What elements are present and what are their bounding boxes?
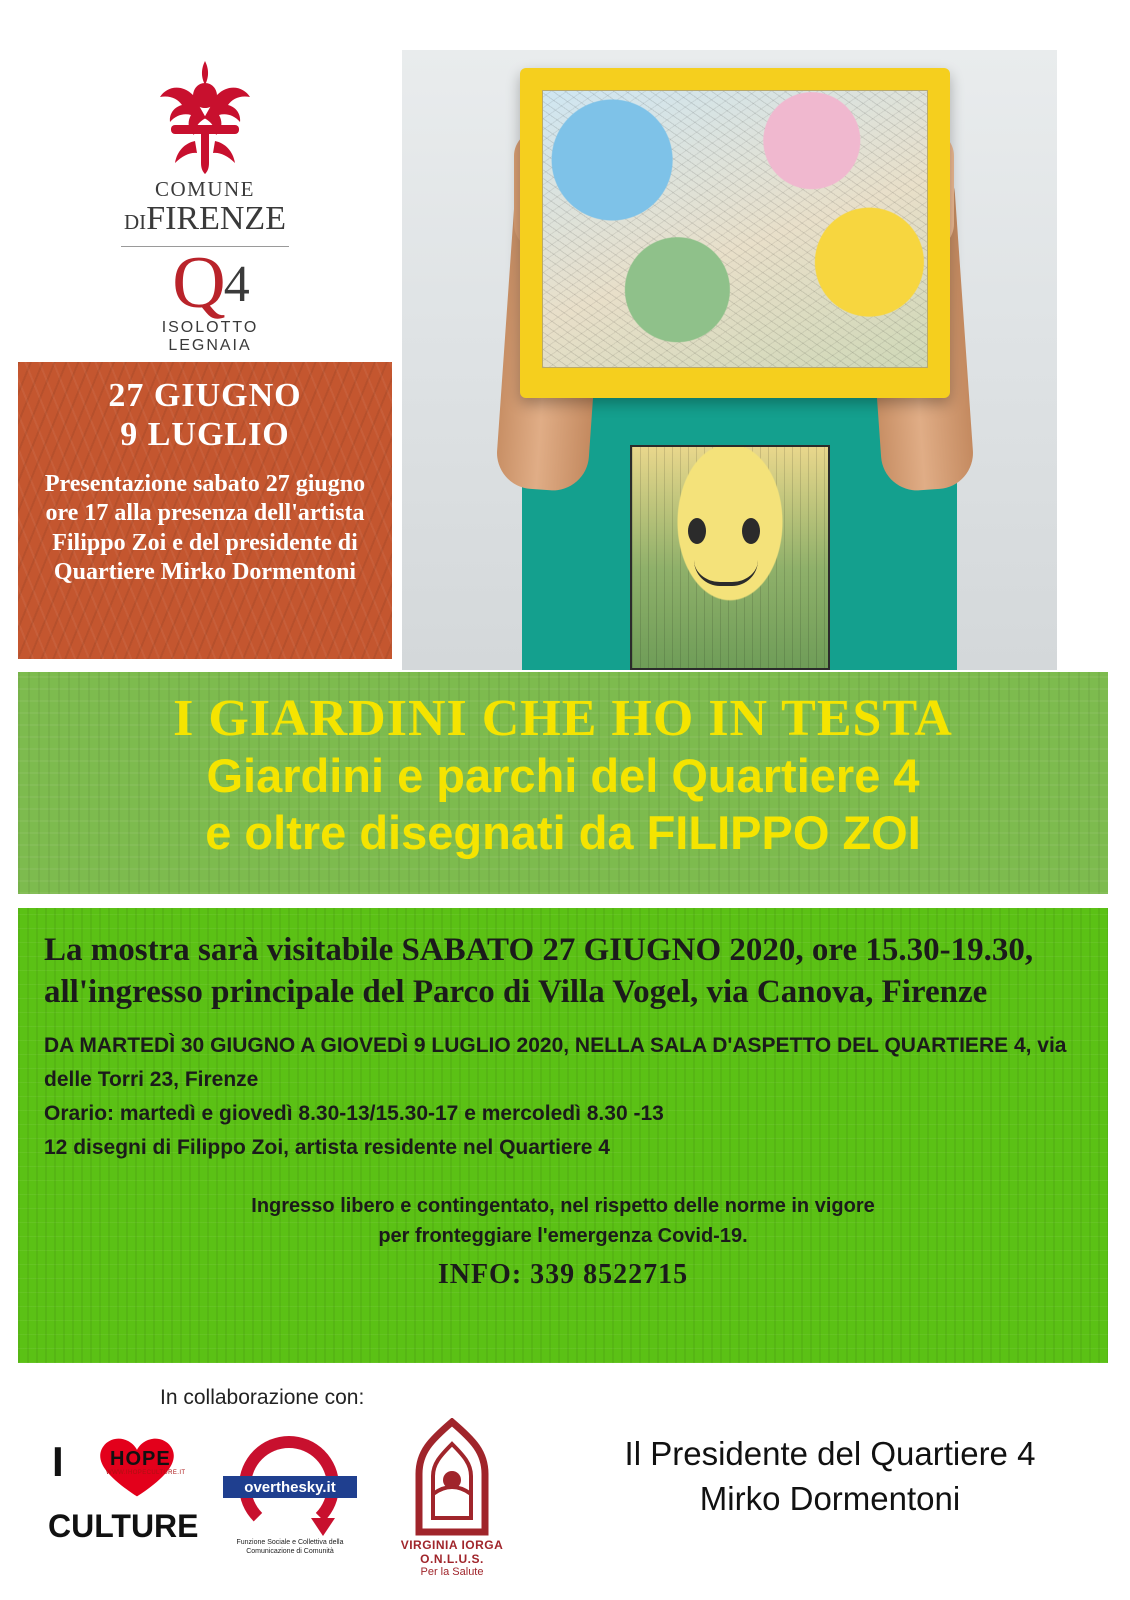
comune-di-firenze-logo [110, 55, 300, 247]
q4-number: 4 [223, 256, 248, 313]
info-footer-line-2: per fronteggiare l'emergenza Covid-19. [378, 1225, 748, 1248]
left-column [0, 0, 400, 670]
tshirt-print [630, 445, 830, 670]
title-main: I GIARDINI CHE HO IN TESTA [173, 690, 953, 747]
title-band [18, 672, 1108, 894]
president-name: Mirko Dormentoni [699, 1479, 961, 1517]
arrow-icon [311, 1518, 335, 1536]
comune-line1: COMUNE [154, 177, 255, 201]
date-description: Presentazione sabato 27 giugno ore 17 alla presenza dell'artista Filippo Zoi e del presidente di Quartiere Mirko Dormentoni [44, 471, 366, 585]
info-block [18, 908, 1108, 1363]
comune-line2-main: FIRENZE [146, 200, 286, 237]
artist-photo [402, 50, 1057, 670]
q4-subtitle: ISOLOTTO LEGNAIA [161, 318, 259, 354]
info-body-line-3: 12 disegni di Filippo Zoi, artista residente nel Quartiere 4 [44, 1136, 610, 1160]
quartiere-4-logo [120, 242, 300, 355]
overthesky-name: overthesky.it [223, 1476, 357, 1498]
info-body [44, 1029, 1082, 1165]
virginia-subtitle: Per la Salute [420, 1566, 484, 1578]
title-subtitle-1: Giardini e parchi del Quartiere 4 [206, 749, 920, 803]
info-body-line-1: DA MARTEDÌ 30 GIUGNO A GIOVEDÌ 9 LUGLIO 2020, NELLA SALA D'ASPETTO DEL QUARTIERE 4, via delle Torri 23, Firenze [44, 1034, 1067, 1092]
hope-word: HOPE [110, 1448, 171, 1470]
overthesky-caption: Funzione Sociale e Collettiva della Comunicazione di Comunità [236, 1539, 344, 1556]
info-footer-line-1: Ingresso libero e contingentato, nel rispetto delle norme in vigore [251, 1195, 875, 1218]
info-footer [44, 1191, 1082, 1251]
tshirt-print-eye-right [742, 518, 760, 544]
hope-url: WWW.IHOPECULTURE.IT [106, 1470, 186, 1476]
info-headline: La mostra sarà visitabile SABATO 27 GIUGNO 2020, ore 15.30-19.30, all'ingresso principale del Parco di Villa Vogel, via Canova, Firenze [44, 932, 1034, 1010]
q4-mark [120, 242, 300, 324]
date-line-2: 9 LUGLIO [120, 416, 290, 454]
q4-letter: Q [172, 242, 224, 324]
hope-letter-i: I [52, 1438, 64, 1485]
yellow-picture-frame [520, 68, 950, 398]
tshirt-print-eye-left [688, 518, 706, 544]
culture-word: CULTURE [48, 1508, 199, 1544]
date-line-1: 27 GIUGNO [108, 377, 302, 414]
i-hope-culture-logo [48, 1430, 199, 1560]
virginia-name: VIRGINIA IORGA O.N.L.U.S. [400, 1538, 504, 1566]
comune-line2-small: DI [124, 210, 147, 234]
title-subtitle-2: e oltre disegnati da FILIPPO ZOI [205, 805, 921, 859]
artwork-drawing [542, 90, 928, 368]
date-box [18, 362, 392, 659]
president-signature [560, 1432, 1100, 1521]
virginia-mark-icon [397, 1418, 507, 1536]
virginia-iorga-logo [372, 1418, 532, 1578]
giglio-fiorentino-icon [145, 55, 265, 175]
collaboration-label: In collaborazione con: [160, 1386, 365, 1409]
overthesky-logo [215, 1430, 365, 1565]
president-title: Il Presidente del Quartiere 4 [624, 1435, 1036, 1472]
comune-line2 [110, 202, 300, 236]
info-phone: INFO: 339 8522715 [437, 1259, 689, 1291]
info-body-line-2: Orario: martedì e giovedì 8.30-13/15.30-17 e mercoledì 8.30 -13 [44, 1102, 664, 1126]
